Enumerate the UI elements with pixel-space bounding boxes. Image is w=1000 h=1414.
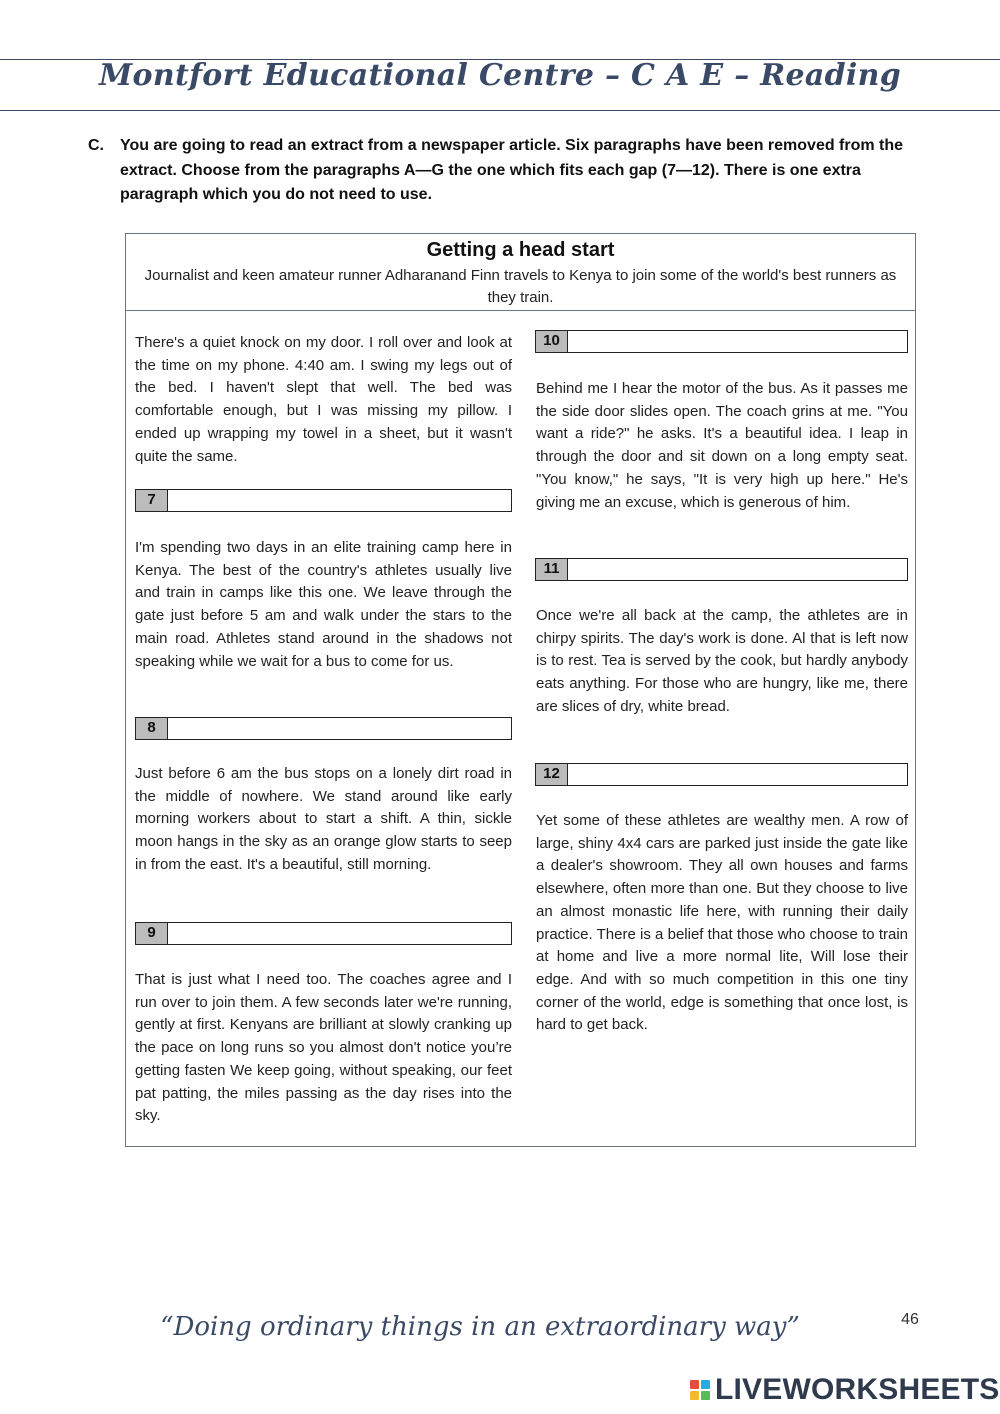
liveworksheets-logo-icon [690, 1380, 710, 1400]
gap-number: 12 [536, 764, 568, 785]
gap-8-field[interactable] [135, 717, 512, 740]
page-number: 46 [901, 1311, 919, 1328]
page-header-title: Montfort Educational Centre – C A E – Reading [99, 58, 901, 93]
brand-name: LIVEWORKSHEETS [715, 1373, 1000, 1406]
article-paragraph: Once we're all back at the camp, the athletes are in chirpy spirits. The day's work is done. Al that is left now is to rest. Tea is served by the cook, but hardly anybody eats anything. For those who are hungry, like me, there are slices of dry, white bread. [536, 607, 908, 715]
logo-square [701, 1380, 710, 1389]
header-rule-bottom [0, 110, 1000, 111]
article-paragraph: Yet some of these athletes are wealthy men. A row of large, shiny 4x4 cars are parked just inside the gate like a dealer's showroom. They all own houses and farms elsewhere, often more than one. But they choose to live an almost monastic life here, with running their daily practice. There is a belief that those who choose to train at home and live a more normal lite, Will lose their edge. And with so much competition in this one tiny corner of the world, edge is something that once lost, is hard to get back. [536, 812, 908, 1034]
gap-11-field[interactable] [535, 558, 908, 581]
article-box [125, 233, 916, 1147]
liveworksheets-brand [690, 1373, 1000, 1407]
article-paragraph: That is just what I need too. The coaches agree and I run over to join them. A few seconds later we're running, gently at first. Kenyans are brilliant at slowly cranking up the pace on long runs so you almost don't notice you’re getting fasten We keep going, without speaking, our feet pat patting, the miles passing as the day rises into the sky. [135, 971, 512, 1125]
logo-square [690, 1380, 699, 1389]
logo-square [701, 1391, 710, 1400]
gap-7-field[interactable] [135, 489, 512, 512]
logo-square [690, 1391, 699, 1400]
gap-12-field[interactable] [535, 763, 908, 786]
article-paragraph: Just before 6 am the bus stops on a lonely dirt road in the middle of nowhere. We stand around like early morning workers about to start a shift. A thin, sickle moon hangs in the sky as an orange glow starts to seep in from the east. It's a beautiful, still morning. [135, 765, 512, 873]
footer-motto: “Doing ordinary things in an extraordinary way” [160, 1312, 800, 1342]
gap-number: 9 [136, 923, 168, 944]
gap-10-field[interactable] [535, 330, 908, 353]
article-paragraph: There's a quiet knock on my door. I roll over and look at the time on my phone. 4:40 am. I swing my legs out of the bed. I haven't slept that well. The bed was comfortable enough, but I was missing my pillow. I ended up wrapping my towel in a sheet, but it wasn't quite the same. [135, 334, 512, 465]
task-letter: C. [88, 137, 104, 154]
gap-9-field[interactable] [135, 922, 512, 945]
gap-number: 8 [136, 718, 168, 739]
gap-number: 7 [136, 490, 168, 511]
article-subtitle: Journalist and keen amateur runner Adharanand Finn travels to Kenya to join some of the world's best runners as they train. [144, 267, 897, 306]
article-title: Getting a head start [426, 239, 615, 261]
task-instructions [88, 134, 918, 208]
task-instructions-text: You are going to read an extract from a newspaper article. Six paragraphs have been removed from the extract. Choose from the paragraphs A—G the one which fits each gap (7—12). There is one extra paragraph which you do not need to use. [120, 137, 904, 203]
article-header [126, 234, 915, 311]
article-paragraph: I'm spending two days in an elite training camp here in Kenya. The best of the country's athletes usually live and train in camps like this one. We leave through the gate just before 5 am and walk under the stars to the main road. Athletes stand around in the shadows not speaking while we wait for a bus to come for us. [135, 539, 512, 670]
gap-number: 11 [536, 559, 568, 580]
article-paragraph: Behind me I hear the motor of the bus. As it passes me the side door slides open. The coach grins at me. "You want a ride?" he asks. It's a beautiful idea. I leap in through the door and sit down on a long empty seat. "You know," he says, "It is very high up here." He's giving me an excuse, which is generous of him. [536, 380, 908, 511]
gap-number: 10 [536, 331, 568, 352]
